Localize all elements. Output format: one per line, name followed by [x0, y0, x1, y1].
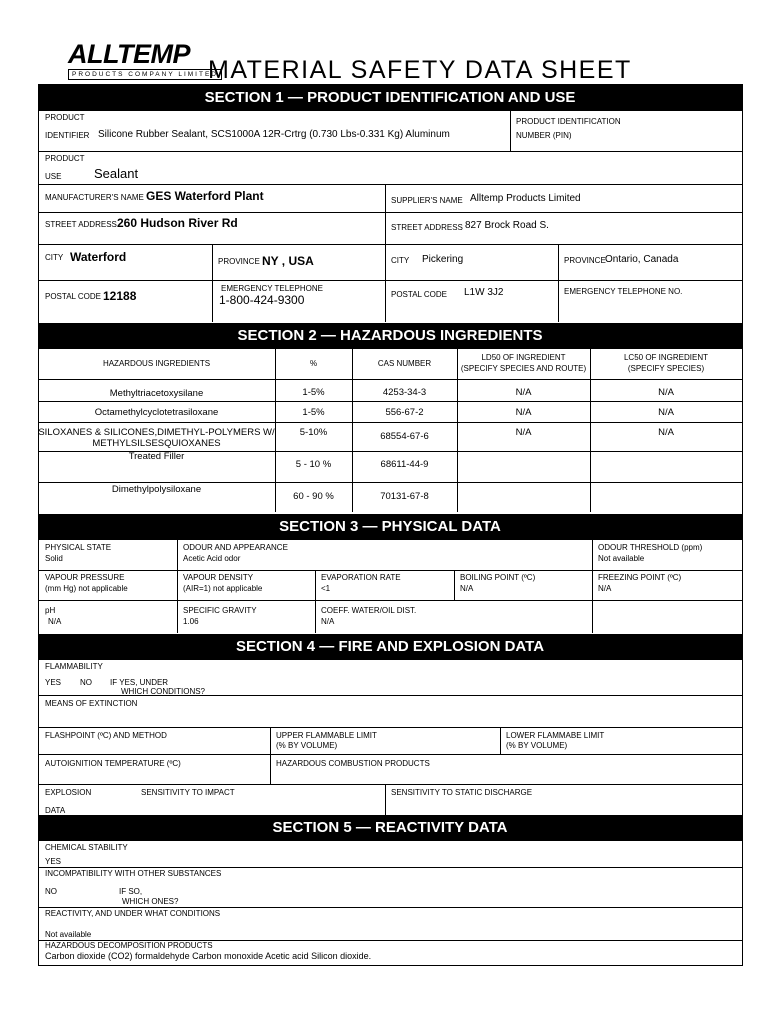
divider: [38, 379, 742, 380]
manufacturer-value: GES Waterford Plant: [146, 189, 264, 203]
supplier-label: SUPPLIER'S NAME: [391, 196, 463, 205]
explosion-label: EXPLOSION: [45, 788, 92, 797]
document-title: MATERIAL SAFETY DATA SHEET: [208, 56, 632, 84]
coeff-label: COEFF. WATER/OIL DIST.: [321, 606, 417, 615]
section-3-header: SECTION 3 — PHYSICAL DATA: [38, 514, 742, 540]
ingredient-cas: 4253-34-3: [382, 387, 427, 398]
flammability-no: NO: [80, 678, 92, 687]
autoignition-label: AUTOIGNITION TEMPERATURE (ºC): [45, 759, 181, 768]
divider: [500, 727, 501, 754]
section-1-header: SECTION 1 — PRODUCT IDENTIFICATION AND USE: [38, 85, 742, 111]
divider: [38, 482, 742, 483]
freezing-point-label: FREEZING POINT (ºC): [598, 573, 682, 582]
col-header-lc50-sub: (SPECIFY SPECIES): [627, 364, 705, 373]
ingredient-cas: 68554-67-6: [380, 431, 429, 442]
divider: [38, 280, 742, 281]
chemical-stability-label: CHEMICAL STABILITY: [45, 843, 128, 852]
flashpoint-label: FLASHPOINT (ºC) AND METHOD: [45, 731, 167, 740]
incompatibility-label: INCOMPATIBILITY WITH OTHER SUBSTANCES: [45, 869, 222, 878]
emergency-telephone-value: 1-800-424-9300: [219, 293, 305, 307]
physical-state-label: PHYSICAL STATE: [45, 543, 112, 552]
reactivity-label: REACTIVITY, AND UNDER WHAT CONDITIONS: [45, 909, 221, 918]
identifier-label: IDENTIFIER: [45, 131, 90, 140]
section-5-header: SECTION 5 — REACTIVITY DATA: [38, 815, 742, 841]
col-header-lc50: LC50 OF INGREDIENT: [623, 353, 708, 362]
ingredient-percent: 5-10%: [299, 427, 328, 438]
divider: [454, 570, 455, 600]
explosion-data-label: DATA: [45, 806, 66, 815]
boiling-point-label: BOILING POINT (ºC): [460, 573, 536, 582]
section-4-header: SECTION 4 — FIRE AND EXPLOSION DATA: [38, 634, 742, 660]
divider: [385, 784, 386, 815]
supplier-value: Alltemp Products Limited: [470, 193, 581, 204]
ingredient-percent: 60 - 90 %: [293, 491, 334, 502]
divider: [38, 907, 742, 908]
divider: [270, 727, 271, 784]
divider: [510, 111, 511, 151]
divider: [38, 244, 742, 245]
flammability-yes: YES: [45, 678, 62, 687]
ingredient-name: SILOXANES & SILICONES,DIMETHYL-POLYMERS W/: [38, 427, 275, 438]
pin-label-2: NUMBER (PIN): [516, 131, 572, 140]
coeff-value: N/A: [321, 617, 335, 626]
ingredient-percent: 5 - 10 %: [295, 459, 332, 470]
supplier-street-label: STREET ADDRESS: [391, 223, 463, 232]
evaporation-rate-label: EVAPORATION RATE: [321, 573, 401, 582]
ingredient-cas: 68611-44-9: [380, 459, 429, 470]
col-header-ld50-sub: (SPECIFY SPECIES AND ROUTE): [460, 364, 587, 373]
odour-threshold-label: ODOUR THRESHOLD (ppm): [598, 543, 703, 552]
divider: [212, 244, 213, 322]
divider: [38, 754, 742, 755]
odour-threshold-value: Not available: [598, 554, 645, 563]
col-header-ingredients: HAZARDOUS INGREDIENTS: [102, 359, 211, 368]
if-yes-label: IF YES, UNDER: [110, 678, 169, 687]
divider: [38, 401, 742, 402]
province-label: PROVINCE: [218, 257, 260, 266]
divider: [38, 784, 742, 785]
ingredient-cas: 556-67-2: [385, 407, 424, 418]
supplier-postal-value: L1W 3J2: [464, 287, 504, 298]
divider: [38, 600, 742, 601]
street-address-label: STREET ADDRESS: [45, 220, 117, 229]
upper-flammable-limit-sub: (% BY VOLUME): [276, 741, 338, 750]
divider: [38, 867, 742, 868]
ph-value: N/A: [48, 617, 62, 626]
sensitivity-impact-label: SENSITIVITY TO IMPACT: [141, 788, 235, 797]
divider: [38, 727, 742, 728]
col-header-percent: %: [309, 359, 318, 368]
specific-gravity-label: SPECIFIC GRAVITY: [183, 606, 257, 615]
supplier-emergency-label: EMERGENCY TELEPHONE NO.: [564, 287, 683, 296]
boiling-point-value: N/A: [460, 584, 474, 593]
ingredient-cas: 70131-67-8: [380, 491, 429, 502]
odour-value: Acetic Acid odor: [183, 554, 241, 563]
divider: [558, 244, 559, 322]
product-identifier-value: Silicone Rubber Sealant, SCS1000A 12R-Crtrg (0.730 Lbs-0.331 Kg) Aluminum: [98, 129, 450, 140]
product-label: PRODUCT: [45, 113, 85, 122]
logo-text: ALLTEMP: [68, 39, 190, 69]
chemical-stability-yes: YES: [45, 857, 62, 866]
pin-label: PRODUCT IDENTIFICATION: [516, 117, 621, 126]
divider: [315, 570, 316, 633]
divider: [38, 570, 742, 571]
supplier-city-label: CITY: [391, 256, 410, 265]
divider: [38, 151, 742, 152]
company-logo: [68, 40, 222, 80]
use-label: USE: [45, 172, 62, 181]
vapour-density-value: (AIR=1) not applicable: [183, 584, 263, 593]
sensitivity-static-label: SENSITIVITY TO STATIC DISCHARGE: [391, 788, 533, 797]
which-ones-label: WHICH ONES?: [122, 897, 179, 906]
ingredient-percent: 1-5%: [302, 387, 325, 398]
ingredient-percent: 1-5%: [302, 407, 325, 418]
ingredient-name: Dimethylpolysiloxane: [111, 484, 202, 495]
ingredient-name-line-2: METHYLSILSESQUIOXANES: [92, 438, 221, 449]
supplier-province-value: Ontario, Canada: [605, 254, 679, 265]
hazardous-combustion-label: HAZARDOUS COMBUSTION PRODUCTS: [276, 759, 430, 768]
product-use-label: PRODUCT: [45, 154, 85, 163]
if-so-label: IF SO,: [119, 887, 143, 896]
hazardous-decomposition-value: Carbon dioxide (CO2) formaldehyde Carbon monoxide Acetic acid Silicon dioxide.: [45, 951, 372, 961]
ph-label: pH: [45, 606, 56, 615]
ingredient-lc50: N/A: [658, 387, 674, 398]
ingredient-name: Methyltriacetoxysilane: [109, 388, 204, 399]
product-use-value: Sealant: [94, 166, 139, 181]
ingredient-lc50: N/A: [658, 427, 674, 438]
province-value: NY , USA: [262, 254, 314, 268]
vapour-pressure-value: (mm Hg) not applicable: [45, 584, 128, 593]
incompatibility-no: NO: [45, 887, 57, 896]
divider: [177, 540, 178, 633]
supplier-postal-label: POSTAL CODE: [391, 290, 448, 299]
flammability-label: FLAMMABILITY: [45, 662, 103, 671]
ingredient-ld50: N/A: [515, 387, 532, 398]
freezing-point-value: N/A: [598, 584, 612, 593]
ingredient-ld50: N/A: [515, 427, 532, 438]
divider: [38, 422, 742, 423]
section-2-header: SECTION 2 — HAZARDOUS INGREDIENTS: [38, 323, 742, 349]
vapour-density-label: VAPOUR DENSITY: [183, 573, 254, 582]
hazardous-decomposition-label: HAZARDOUS DECOMPOSITION PRODUCTS: [45, 941, 213, 950]
divider: [592, 540, 593, 633]
means-of-extinction-label: MEANS OF EXTINCTION: [45, 699, 138, 708]
which-conditions-label: WHICH CONDITIONS?: [121, 687, 205, 696]
reactivity-value: Not available: [45, 930, 92, 939]
odour-label: ODOUR AND APPEARANCE: [183, 543, 288, 552]
upper-flammable-limit-label: UPPER FLAMMABLE LIMIT: [276, 731, 377, 740]
supplier-street-value: 827 Brock Road S.: [465, 220, 549, 231]
postal-code-value: 12188: [103, 289, 137, 303]
divider: [38, 184, 742, 185]
ingredient-lc50: N/A: [658, 407, 674, 418]
physical-state-value: Solid: [45, 554, 63, 563]
divider: [385, 184, 386, 322]
ingredient-name: Treated Filler: [128, 451, 185, 462]
ingredient-ld50: N/A: [515, 407, 532, 418]
lower-flammable-limit-sub: (% BY VOLUME): [506, 741, 568, 750]
supplier-province-label: PROVINCE: [564, 256, 606, 265]
city-value: Waterford: [70, 250, 127, 264]
street-address-value: 260 Hudson River Rd: [117, 216, 238, 230]
col-header-cas: CAS NUMBER: [377, 359, 432, 368]
logo-subtitle: PRODUCTS COMPANY LIMITED: [68, 69, 222, 80]
evaporation-rate-value: <1: [321, 584, 331, 593]
ingredient-name: Octamethylcyclotetrasiloxane: [94, 407, 219, 418]
manufacturer-label: MANUFACTURER'S NAME: [45, 193, 144, 202]
vapour-pressure-label: VAPOUR PRESSURE: [45, 573, 125, 582]
supplier-city-value: Pickering: [422, 254, 464, 265]
specific-gravity-value: 1.06: [183, 617, 199, 626]
divider: [38, 212, 742, 213]
col-header-ld50: LD50 OF INGREDIENT: [481, 353, 566, 362]
emergency-telephone-label: EMERGENCY TELEPHONE: [221, 284, 323, 293]
city-label: CITY: [45, 253, 64, 262]
postal-code-label: POSTAL CODE: [45, 292, 102, 301]
lower-flammable-limit-label: LOWER FLAMMABE LIMIT: [506, 731, 605, 740]
